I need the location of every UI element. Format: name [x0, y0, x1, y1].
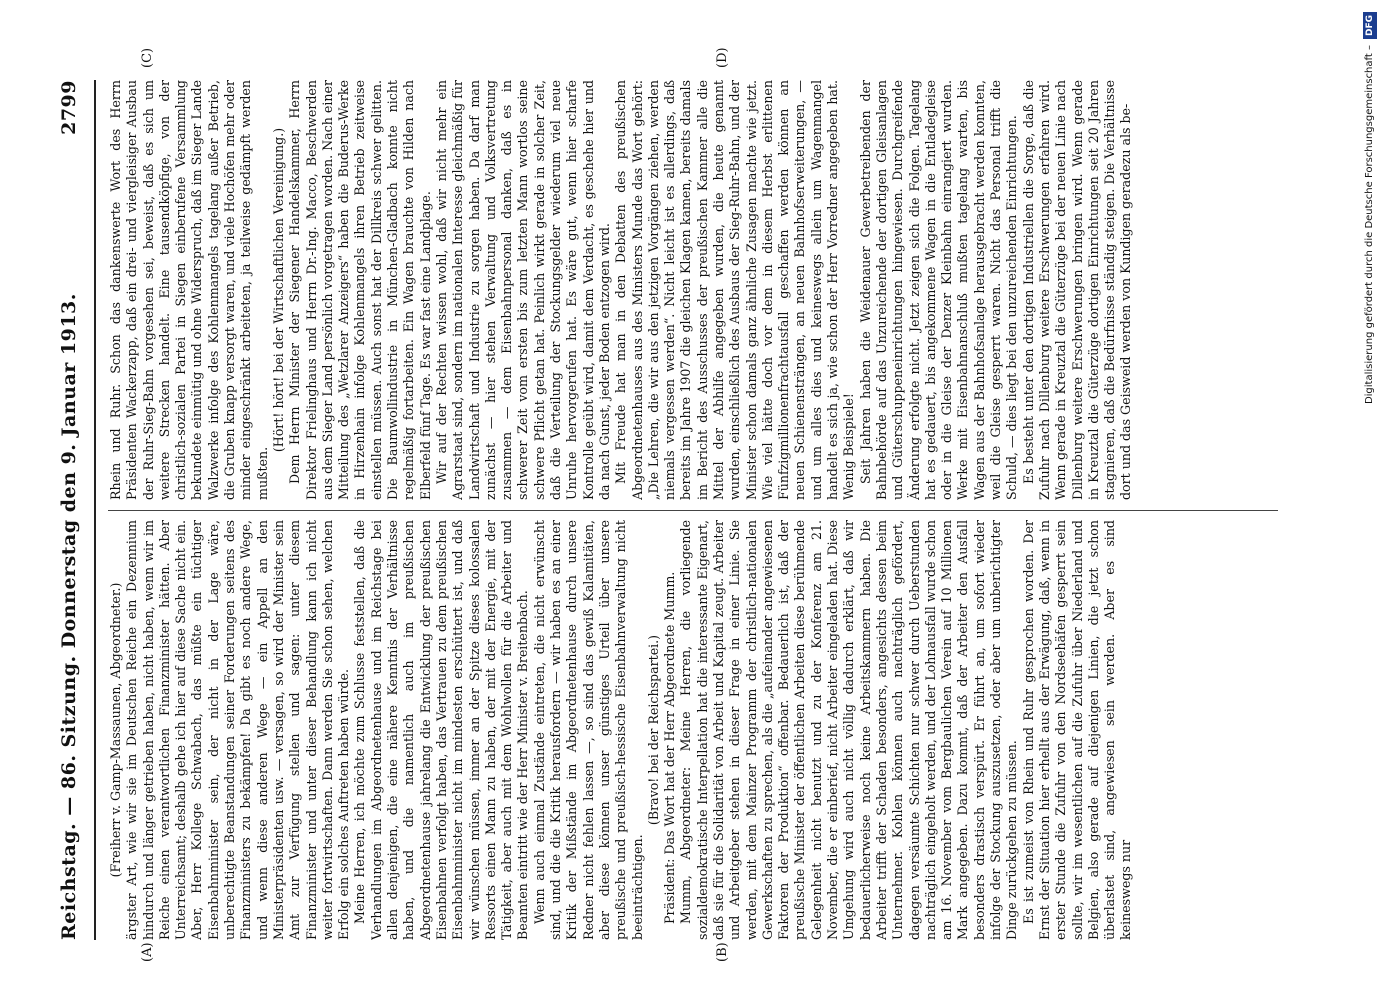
column-divider	[108, 510, 1278, 511]
paragraph: Wir auf der Rechten wissen wohl, daß wir nicht mehr ein Agrarstaat sind, sondern im nationalen Interesse gleichmäßig für Landwirtschaft und Industrie zu sorgen haben. Da darf man zunächst — hier stehen Verwaltung und Volksvertretung zusammen — dem Eisenbahnpersonal danken, daß es in schwerer Zeit vom ersten bis zum letzten Mann wortlos seine schwere Pflicht getan hat. Peinlich wirkt gerade in solcher Zeit, daß die Verteilung der Stockungsgelder wiederum viel neue Unruhe hervorgerufen hat. Es wäre gut, wenn hier scharfe Kontrolle geübt wird, damit dem Verdacht, es geschehe hier und da nach Gunst, jeder Boden entzogen wird.	[433, 80, 612, 500]
paragraph: ärgster Art, wie wir sie im Deutschen Reiche ein Dezennium hindurch und länger getrieben haben, nicht haben, wenn wir im Reiche einen verantwortlichen Finanzminister hätten. Aber Unterreichsamt; deshalb gehe ich hier auf diese Sache nicht ein. Aber, Herr Kollege Schwabach, das müßte ein tüchtiger Eisenbahnminister sein, der nicht in der Lage wäre, unberechtigte Beanstandungen seiner Forderungen seitens des Finanzministers zu bekämpfen! Da gibt es noch andere Wege, und wenn diese anderen Wege — ein Appell an den Ministerpräsidenten usw. — versagen, so wird der Minister sein Amt zur Verfügung stellen und sagen: unter diesem Finanzminister und unter dieser Behandlung kann ich nicht weiter fortwirtschaften. Dann werden Sie schon sehen, welchen Erfolg ein solches Auftreten haben würde.	[124, 520, 352, 940]
interjection: (Hört! hört! bei der Wirtschaftlichen Vereinigung.)	[270, 127, 286, 453]
speaker-continuation: (Freiherr v. Gamp-Massaunen, Abgeordneter.)	[108, 582, 123, 878]
header-rule	[94, 80, 96, 940]
paragraph: Wenn auch einmal Zustände eintreten, die nicht erwünscht sind, und die die Kritik herausfordern — wir haben es an einer Kritik der Mißstände im Abgeordnetenhause durch unsere Redner nicht fehlen lassen —, so sind das gewiß Kalamitäten, aber diese können unser günstiges Urteil über unsere preußische und preußisch-hessische Eisenbahnverwaltung nicht beeinträchtigen.	[531, 520, 645, 940]
margin-marker-c: (C)	[140, 47, 155, 68]
paragraph: Seit Jahren haben die Weidenauer Gewerbetreibenden der Bahnbehörde auf das Unzureichende der dortigen Gleisanlagen und Güterschuppeneinrichtungen hingewiesen. Durchgreifende Änderung erfolgte nicht. Jetzt zeigen sich die Folgen. Tagelang hat es gedauert, bis angekommene Wagen in die Entladegleise oder in die Gleise der Denzer Kleinbahn einrangiert wurden. Werke mit Eisenbahnanschluß mußten tagelang warten, bis Wagen aus der Bahnhofsanlage herausgebracht werden konnten, weil die Gleise gesperrt waren. Nicht das Personal trifft die Schuld, — dies liegt bei den unzureichenden Einrichtungen.	[857, 80, 1020, 500]
dfg-logo: DFG	[1363, 12, 1377, 39]
paragraph: Es ist zumeist von Rhein und Ruhr gesprochen worden. Der Ernst der Situation hier erhellt aus der Erwägung, daß, wenn in erster Stunde die Zufuhr von den Nordseehäfen gesperrt sein sollte, wir im wesentlichen auf die Zufuhr über Niederland und Belgien, also gerade auf diejenigen Linien, die jetzt schon überlastet sind, angewiesen sein werden. Aber es sind keineswegs nur	[1020, 520, 1134, 940]
digitization-credit	[1360, 12, 1380, 992]
right-column	[108, 80, 1288, 500]
paragraph: Rhein und Ruhr. Schon das dankenswerte Wort des Herrn Präsidenten Wackerzapp, daß ein drei- und viergleisiger Ausbau der Ruhr-Sieg-Bahn vorgesehen sei, beweist, daß es sich um weitere Strecken handelt. Eine tausendköpfige, von der christlich-sozialen Partei in Siegen einberufene Versammlung bekundete einmütig und ohne Widerspruch, daß im Sieger Lande Walzwerke infolge des Kohlenmangels tagelang außer Betrieb, die Gruben knapp versorgt waren, und viele Hochöfen mehr oder minder eingeschränkt arbeiteten, ja teilweise gedämpft werden mußten.	[108, 80, 270, 500]
header-title: Reichstag. — 86. Sitzung. Donnerstag den 9. Januar 1913.	[58, 293, 80, 940]
paragraph: Mit Freude hat man in den Debatten des preußischen Abgeordnetenhauses aus des Ministers Munde das Wort gehört: „Die Lehren, die wir aus den jetzigen Vorgängen ziehen, werden niemals vergessen werden“. Nicht leicht ist es allerdings, daß bereits im Jahre 1907 die gleichen Klagen kamen, bereits damals im Bericht des Ausschusses der preußischen Kammer alle die Mittel der Abhilfe angegeben wurden, die heute genannt wurden, einschließlich des Ausbaus der Sieg-Ruhr-Bahn, und der Minister schon damals ganz ähnliche Zusagen machte wie jetzt. Wie viel hätte doch vor dem in diesem Herbst erlittenen Fünfzigmillionenfrachtausfall geschaffen werden können an neuen Schienensträngen, an neuen Bahnhofserweiterungen, — und um alles dies und keineswegs allein um Wagenmangel handelt es sich ja, wie schon der Herr Vorredner angegeben hat. Wenig Beispiele!	[613, 80, 857, 500]
paragraph: Mumm, Abgeordneter: Meine Herren, die vorliegende sozialdemokratische Interpellation hat die interessante Eigenart, daß sie für die Solidarität von Arbeit und Kapital zeugt. Arbeiter und Arbeitgeber stehen in dieser Frage in einer Linie. Sie werden, mit dem Mainzer Programm der christlich-nationalen Gewerkschaften zu sprechen, als die „aufeinander angewiesenen Faktoren der Produktion“ offenbar. Bedauerlich ist, daß der preußische Minister der öffentlichen Arbeiten diese berühmende Gelegenheit nicht benutzt und zu der Konferenz am 21. November, die er einberief, nicht Arbeiter eingeladen hat. Diese Umgehung wird auch nicht völlig dadurch erklärt, daß wir bedauerlicherweise noch keine Arbeitskammern haben. Die Arbeiter trifft der Schaden besonders, angesichts dessen beim Unternehmer. Kohlen können auch nachträglich gefördert, dagegen versäumte Schichten nur schwer durch Ueberstunden nachträglich eingeholt werden, und der Lohnausfall wurde schon am 16. November vom Bergbaulichen Verein auf 10 Millionen Mark angegeben. Dazu kommt, daß der Arbeiter den Ausfall besonders drastisch verspürt. Er führt an, um sofort wieder infolge der Stockung auszusetzen, oder aber um unberichtigter Dinge zurückgehen zu müssen.	[678, 520, 1020, 940]
margin-marker-d: (D)	[715, 47, 730, 68]
paragraph: Dem Herrn Minister der Siegener Handelskammer, Herrn Direktor Frielinghaus und Herrn Dr.-Ing. Macco, Beschwerden aus dem Sieger Land persönlich vorgetragen worden. Nach einer Mitteilung des „Wetzlarer Anzeigers“ haben die Buderus-Werke in Hirzenhain infolge Kohlenmangels ihren Betrieb zeitweise einstellen müssen. Auch sonst hat der Dillkreis schwer gelitten. Die Baumwollindustrie in München-Gladbach konnte nicht regelmäßig fortarbeiten. Ein Wagen brauchte von Hilden nach Elberfeld fünf Tage. Es war fast eine Landplage.	[287, 80, 433, 500]
interjection: (Bravo! bei der Reichspartei.)	[645, 634, 661, 826]
paragraph: Es besteht unter den dortigen Industriellen die Sorge, daß die Zufuhr nach Dillenburg weitere Erschwerungen erfahren wird. Wenn gerade in Kreuztal die Güterzüge bei der neuen Linie nach Dillenburg weitere Erschwerungen bringen wird. Wenn gerade in Kreuztal die Güterzüge dortigen Einrichtungen seit 20 Jahren stagnieren, daß die Bedürfnisse ständig steigen. Die Verhältnisse dort und das Geisweid werden von Kundigen geradezu als be-	[1020, 80, 1134, 500]
margin-marker-a: (A)	[140, 942, 155, 962]
paragraph: Meine Herren, ich möchte zum Schlusse feststellen, daß die Verhandlungen im Abgeordnetenhause und im Reichstage bei allen denjenigen, die eine nähere Kenntnis der Verhältnisse haben, und die namentlich auch im preußischen Abgeordnetenhause jahrelang die Entwicklung der preußischen Eisenbahnen verfolgt haben, das Vertrauen zu dem preußischen Eisenbahnminister nicht im mindesten erschüttert ist, und daß wir wünschen müssen, immer an der Spitze dieses kolossalen Ressorts einen Mann zu haben, der mit der Energie, mit der Tätigkeit, aber auch mit dem Wohlwollen für die Arbeiter und Beamten eintritt wie der Herr Minister v. Breitenbach.	[352, 520, 531, 940]
margin-marker-b: (B)	[715, 942, 730, 962]
left-column	[108, 520, 1288, 940]
credit-text: Digitalisierung gefördert durch die Deutsche Forschungsgemeinschaft –	[1364, 45, 1375, 405]
page-header	[58, 80, 88, 940]
page-number: 2799	[58, 80, 80, 135]
president-remark: Präsident: Das Wort hat der Herr Abgeordnete Mumm.	[662, 571, 678, 924]
